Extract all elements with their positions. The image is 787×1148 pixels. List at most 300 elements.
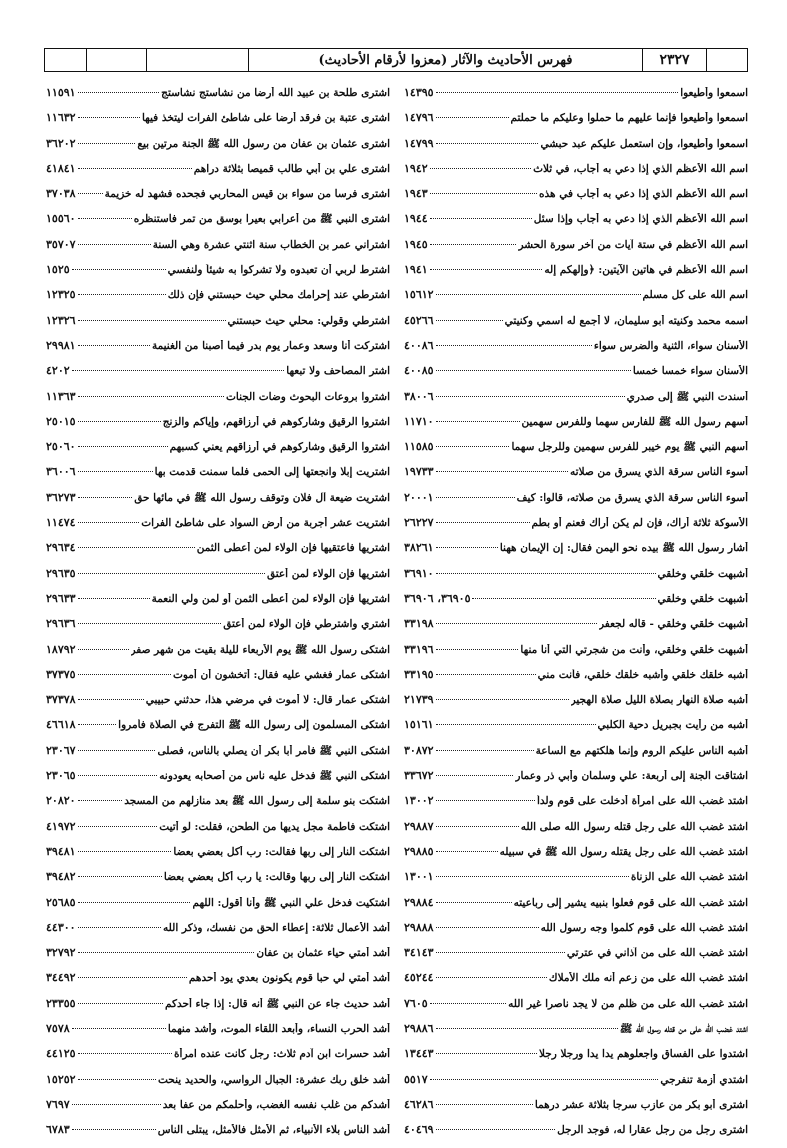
entry-text: اشتري واشترطي فإن الولاء لمن أعتق [223,618,390,631]
entry-number: ٢٦٢٢٧ [404,516,434,530]
entry-text: اشترى عتبة بن فرقد أرضا على شاطئ الفرات ليتخذ فيها [141,112,390,125]
dot-leader [436,1129,556,1130]
dot-leader [430,168,531,169]
index-entry [402,769,748,794]
entry-number: ٣٨٠٠٦ [404,389,434,403]
index-entry [44,162,390,187]
entry-text: اشتريت ضيعة آل فلان وتوقف رسول الله ﷺ في مائها حق [134,491,390,504]
index-entry [402,212,748,237]
index-entry [402,162,748,187]
index-entry [402,896,748,921]
dot-leader [78,826,158,827]
entry-text: اشتريها فإن الولاء لمن أعتق [266,567,390,580]
index-entry [402,693,748,718]
entry-number: ١١٥٨٥ [404,440,434,454]
index-entry [44,769,390,794]
index-entry [402,794,748,819]
entry-number: ٣٣١٩٥ [404,667,434,681]
dot-leader [430,244,517,245]
index-entry [44,617,390,642]
entry-text: اشتد غضب الله على من آذاني في عترتي [566,947,748,960]
index-entry [44,263,390,288]
entry-number: ٤٥٢٦٦ [404,313,434,327]
index-entry [402,845,748,870]
dot-leader [78,902,191,903]
index-entry [402,744,748,769]
page-header [44,48,748,72]
entry-text: اشتكى النبي ﷺ فأمر أبا بكر أن يصلي بالناس، فصلى [157,744,390,757]
index-entry [44,744,390,769]
index-entry [402,592,748,617]
dot-leader [72,370,285,371]
dot-leader [78,218,132,219]
index-entry [44,997,390,1022]
dot-leader [436,1028,618,1029]
dot-leader [436,977,547,978]
header-blank-cell [87,49,147,71]
index-entry [44,1098,390,1123]
entry-text: أسهم رسول الله ﷺ للفارس سهما وللفرس سهمين [521,415,748,428]
entry-text: أشبهت خلقي وخلقي - قاله لجعفر [599,618,748,631]
index-entry [402,288,748,313]
index-entry [44,212,390,237]
index-entry [402,567,748,592]
entry-number: ٤١٨٤١ [46,161,76,175]
entry-number: ٤٦٦١٨ [46,718,76,732]
entry-text: اشتراني عمر بن الخطاب سنة اثنتي عشرة وهي السنة [152,238,390,251]
dot-leader [436,750,534,751]
index-entry [402,668,748,693]
entry-text: أشبهت خلقي وخلقي [657,567,748,580]
entry-number: ٣٣٦٧٢ [404,769,434,783]
dot-leader [78,92,160,93]
dot-leader [78,522,140,523]
entry-number: ١٣٠٠٢ [404,794,434,808]
entry-text: اشتروا بروعات البحوث وضات الجنات [225,390,390,403]
index-entry [44,921,390,946]
entry-text: اشتكت النار إلى ربها فقالت: رب أكل بعضي بعضا [173,845,390,858]
dot-leader [78,750,156,751]
entry-text: اشتريها فاعتقيها فإن الولاء لمن أعطى الثمن [196,542,390,555]
entry-number: ٤٥٢٤٤ [404,971,434,985]
index-entry [44,896,390,921]
index-entry [44,693,390,718]
entry-number: ٣٦٩٠٥، ٣٦٩٠٦ [404,591,471,605]
dot-leader [436,547,498,548]
index-entry [402,946,748,971]
entry-text: أشد حديث جاء عن النبي ﷺ أنه قال: إذا جاء أحدكم [164,997,390,1010]
entry-number: ١٥٢٥٢ [46,1072,76,1086]
index-entry [402,1047,748,1072]
index-entry [44,870,390,895]
index-entry [44,668,390,693]
entry-text: اشتريت إبلا وانجعتها إلى الحمى فلما سمنت قدمت بها [154,466,390,479]
entry-number: ٣٦٠٠٦ [46,465,76,479]
dot-leader [78,1053,173,1054]
entry-text: أشد خلق ربك عشرة: الجبال الرواسي، والحديد ينحت [158,1073,390,1086]
dot-leader [78,977,187,978]
dot-leader [472,598,655,599]
dot-leader [436,396,625,397]
entry-text: اشتد غضب الله على من قتله رسول الله ﷺ [619,1022,748,1035]
index-entry [402,86,748,111]
entry-number: ٣٣١٩٨ [404,617,434,631]
entry-number: ٢٩٨٨٧ [404,819,434,833]
index-entry [402,541,748,566]
dot-leader [78,547,195,548]
index-entry [402,440,748,465]
dot-leader [436,421,520,422]
entry-number: ١١٦٣٢ [46,111,76,125]
dot-leader [436,1104,533,1105]
entry-number: ٢٩٦٣٤ [46,541,76,555]
dot-leader [78,1003,163,1004]
entry-text: اسم الله الأعظم الذي إذا دعي به أجاب في هذه [538,188,748,201]
dot-leader [436,143,539,144]
entry-number: ٢٩٩٨١ [46,338,76,352]
entry-number: ٣٦٢٠٢ [46,136,76,150]
dot-leader [436,446,510,447]
dot-leader [78,598,150,599]
entry-number: ٣٩٤٨٢ [46,870,76,884]
entry-number: ٢٥٦٨٥ [46,895,76,909]
entry-text: اشتكت فاطمة مجل يديها من الطحن، فقلت: لو أتيت [159,820,390,833]
dot-leader [78,775,158,776]
entry-number: ٦٧٨٣ [46,1123,70,1137]
dot-leader [436,1053,537,1054]
index-entry [44,415,390,440]
entry-number: ١٥٥٦٠ [46,212,76,226]
index-entry [44,643,390,668]
entry-text: اشتكى عمار قال: لا أموت في مرضي هذا، حدثني حبيبي [145,694,390,707]
entry-text: اشتكيت فدخل علي النبي ﷺ وأنا أقول: اللهم [192,896,390,909]
index-entry [44,238,390,263]
dot-leader [78,446,168,447]
header-title: فهرس الأحاديث والآثار (معزوا لأرقام الأحاديث) [249,49,643,71]
entry-text: اشتد غضب الله على من ظلم من لا يجد ناصرا غير الله [508,997,748,1010]
entry-text: اسمه محمد وكنيته أبو سليمان، لا أجمع له اسمي وكنيتي [504,314,748,327]
entry-number: ٣٤٤٩٢ [46,971,76,985]
entry-number: ٣٠٨٧٢ [404,743,434,757]
entry-number: ١٤٧٩٦ [404,111,434,125]
entry-text: اشترطي عند إحرامك محلي حيث حبستني فإن ذلك [167,289,390,302]
entry-number: ٢٩٨٨٥ [404,844,434,858]
entry-number: ٤٠٠٨٦ [404,338,434,352]
entry-number: ١٩٤٢ [404,161,428,175]
index-entry [44,794,390,819]
entry-number: ١٥١٦١ [404,718,434,732]
dot-leader [436,826,519,827]
entry-text: أشار رسول الله ﷺ بيده نحو اليمن فقال: إن الإيمان ههنا [499,542,748,555]
dot-leader [78,396,224,397]
entry-text: اسم الله الأعظم الذي إذا دعي به أجاب، في ثلاث [533,162,748,175]
dot-leader [436,345,592,346]
index-entry [402,1123,748,1148]
index-entry [44,314,390,339]
dot-leader [78,294,166,295]
index-entry [44,339,390,364]
dot-leader [78,573,265,574]
entry-text: أشد الحرب النساء، وأبعد اللقاء الموت، وأشد منهما [167,1022,390,1035]
entry-text: اسم الله الأعظم في هاتين الآيتين: ﴿وإلهكم إله [544,264,748,277]
entry-text: اشترى عثمان بن عفان من رسول الله ﷺ الجنة مرتين بيع [137,137,390,150]
dot-leader [78,421,161,422]
dot-leader [436,800,535,801]
entry-number: ١١٤٧٤ [46,516,76,530]
entry-text: اسمعوا وأطيعوا، وإن استعمل عليكم عبد حبشي [540,137,748,150]
entry-number: ٧٦٠٥ [404,996,428,1010]
entry-text: اشترى رجل من رجل عقارا له، فوجد الرجل [557,1124,748,1137]
entry-number: ١١٥٩١ [46,86,76,99]
entry-number: ٢٠٨٢٠ [46,794,76,808]
entry-number: ٤٤٣٠٠ [46,920,76,934]
entry-text: اشتد غضب الله على امرأة أدخلت على قوم ولداً [536,795,748,808]
entry-text: أشد الأعمال ثلاثة: إعطاء الحق من نفسك، وذكر الله [163,921,390,934]
dot-leader [430,193,537,194]
entry-number: ٢٣٣٥٥ [46,996,76,1010]
entry-number: ٢٠٠٠١ [404,490,434,504]
dot-leader [436,952,565,953]
dot-leader [436,117,509,118]
dot-leader [436,775,514,776]
index-entry [402,921,748,946]
entry-number: ٥٥١٧ [404,1072,428,1086]
dot-leader [78,168,192,169]
index-entry [402,364,748,389]
dot-leader [436,876,629,877]
dot-leader [78,193,103,194]
index-entry [44,364,390,389]
index-columns [44,86,748,1148]
entry-number: ١٢٣٢٥ [46,288,76,302]
index-entry [402,137,748,162]
dot-leader [430,1079,659,1080]
entry-text: اشترى فرسا من سواء بن قيس المحاربي فجحده فشهد له خزيمة [104,188,390,201]
entry-text: اشترطي وقولي: محلي حيث حبستني [227,314,390,327]
dot-leader [72,1129,156,1130]
index-entry [402,643,748,668]
dot-leader [78,345,150,346]
entry-number: ٢٩٦٣٣ [46,591,76,605]
dot-leader [436,623,597,624]
entry-text: اشتر المصاحف ولا تبعها [286,365,390,378]
index-entry [44,820,390,845]
entry-text: اسمعوا وأطيعوا فإنما عليهم ما حملوا وعليكم ما حملتم [510,112,748,125]
entry-number: ٢٣٠٦٥ [46,769,76,783]
index-entry [402,390,748,415]
entry-number: ١٩٤٥ [404,237,428,251]
entry-number: ٣٧٣٧٥ [46,667,76,681]
dot-leader [78,244,151,245]
dot-leader [430,269,543,270]
entry-text: اسم الله الأعظم في ستة آيات من آخر سورة الحشر [518,238,748,251]
dot-leader [436,699,569,700]
entry-text: أسوء الناس سرقة الذي يسرق من صلاته [570,466,748,479]
entry-number: ٤٢٠٢ [46,364,70,378]
entry-text: اشتدوا على الفساق واجعلوهم يدا يدا ورجلا رجلا [538,1048,748,1061]
entry-number: ١١٧١٠ [404,414,434,428]
entry-number: ٣٥٧٠٧ [46,237,76,251]
entry-text: اشتكت بنو سلمة إلى رسول الله ﷺ بعد منازلهم من المسجد [124,795,390,808]
index-entry [402,820,748,845]
index-entry [44,491,390,516]
entry-text: اشترى طلحة بن عبيد الله أرضا من نشاستج نشاستج [161,87,390,99]
page-number: ٢٣٢٧ [643,49,707,71]
entry-number: ٤١٩٧٢ [46,819,76,833]
index-entry [402,465,748,490]
entry-text: أشبهت خلقي وخلقي [657,592,748,605]
left-column [44,86,396,1148]
entry-text: اشتد غضب الله على الزناة [630,871,748,884]
index-entry [44,390,390,415]
dot-leader [78,724,117,725]
dot-leader [78,699,144,700]
entry-text: اشتد غضب الله على من زعم أنه ملك الأملاك [548,972,748,985]
entry-text: اشتد غضب الله على رجل قتله رسول الله صلى الله [520,820,748,833]
entry-text: اشتكى رسول الله ﷺ يوم الأربعاء لليلة بقيت من شهر صفر [130,643,390,656]
index-entry [402,1022,748,1047]
entry-number: ٣٧٠٣٨ [46,187,76,201]
entry-number: ٢٩٨٨٨ [404,920,434,934]
dot-leader [78,623,222,624]
entry-number: ٤٦٢٨٦ [404,1097,434,1111]
index-entry [402,263,748,288]
entry-number: ٢٣٠٦٧ [46,743,76,757]
entry-number: ٢٥٠١٥ [46,414,76,428]
entry-number: ١٥٢٥ [46,263,70,277]
entry-text: اسمعوا وأطيعوا [680,87,748,99]
entry-text: أشد أمتي حياء عثمان بن عفان [256,947,390,960]
index-entry [44,1022,390,1047]
header-blank-cell [45,49,87,71]
dot-leader [78,649,129,650]
entry-text: اشترى النبي ﷺ من أعرابي بعيرا بوسق من تمر فاستنظره [133,213,390,226]
dot-leader [436,471,568,472]
entry-text: اشتد غضب الله على قوم فعلوا بنبيه يشير إلى رباعيته [513,896,748,909]
dot-leader [436,724,596,725]
dot-leader [436,927,539,928]
entry-number: ٣٨٢٦١ [404,541,434,555]
entry-text: أسهم النبي ﷺ يوم خيبر للفرس سهمين وللرجل سهما [511,441,748,454]
index-entry [44,111,390,136]
entry-number: ١١٣٦٣ [46,389,76,403]
index-entry [44,137,390,162]
index-entry [44,1047,390,1072]
index-entry [44,845,390,870]
entry-number: ٢٩٦٣٦ [46,617,76,631]
index-entry [44,86,390,111]
index-entry [402,339,748,364]
entry-number: ٢٩٨٨٦ [404,1021,434,1035]
dot-leader [430,1003,506,1004]
entry-text: أشدكم من غلب نفسه الغضب، وأحلمكم من عفا بعد [162,1098,390,1111]
dot-leader [78,876,162,877]
entry-text: اشتروا الرقيق وشاركوهم في أرزاقهم يعني كسبهم [169,441,390,454]
entry-number: ٣٤١٤٣ [404,946,434,960]
dot-leader [78,851,172,852]
index-entry [44,1123,390,1148]
entry-number: ٣٦٢٧٣ [46,490,76,504]
dot-leader [78,952,255,953]
entry-text: الأسنان سواء خمسا خمسا [632,365,748,378]
dot-leader [436,522,530,523]
entry-number: ٤٤١٢٥ [46,1047,76,1061]
dot-leader [430,218,532,219]
header-blank-cell [147,49,249,71]
index-entry [44,541,390,566]
dot-leader [72,269,166,270]
dot-leader [78,117,140,118]
entry-number: ٢٩٦٣٥ [46,566,76,580]
entry-number: ٧٥٧٨ [46,1021,70,1035]
entry-text: أشد حسرات ابن آدم ثلاث: رجل كانت عنده امرأة [174,1048,390,1061]
entry-number: ٣٧٣٧٨ [46,693,76,707]
entry-text: أسندت النبي ﷺ إلى صدري [626,390,748,403]
entry-number: ١٤٣٩٥ [404,86,434,99]
entry-number: ٧٦٩٧ [46,1097,70,1111]
entry-text: اشتد غضب الله على قوم كلموا وجه رسول الله [540,921,748,934]
entry-number: ١٤٧٩٩ [404,136,434,150]
index-entry [44,288,390,313]
entry-text: اشتدي أزمة تنفرجي [660,1073,748,1086]
index-entry [402,111,748,136]
dot-leader [78,927,161,928]
entry-text: اسم الله على كل مسلم [642,289,748,302]
entry-number: ١٩٤١ [404,263,428,277]
entry-number: ١٣٤٤٣ [404,1047,434,1061]
index-entry [402,617,748,642]
entry-text: أشبه صلاة النهار بصلاة الليل صلاة الهجير [570,694,748,707]
index-entry [44,592,390,617]
right-column [396,86,748,1148]
index-entry [402,971,748,996]
entry-text: أشبه خلقك خلقي وأشبه خلقك خلقي، فأنت مني [537,668,748,681]
entry-text: اشتكى عمار فغشي عليه فقال: أتخشون أن أموت [172,668,390,681]
header-blank-cell [707,49,747,71]
dot-leader [78,1079,156,1080]
entry-text: اشتكت النار إلى ربها وقالت: يا رب أكل بعضي بعضا [163,871,390,884]
index-entry [44,1073,390,1098]
entry-number: ٤٠٤٦٩ [404,1123,434,1137]
dot-leader [78,320,226,321]
entry-number: ١٩٤٣ [404,187,428,201]
dot-leader [72,1028,166,1029]
entry-number: ١٥٦١٢ [404,288,434,302]
entry-number: ٤٠٠٨٥ [404,364,434,378]
entry-number: ٣٩٤٨١ [46,844,76,858]
entry-number: ٣٦٩١٠ [404,566,434,580]
entry-text: اشتريها فإن الولاء لمن أعطى الثمن أو لمن ولي النعمة [151,592,390,605]
entry-text: اشتكى المسلمون إلى رسول الله ﷺ التفرج في الصلاة فأمروا [118,719,390,732]
index-entry [402,870,748,895]
entry-number: ٣٢٧٩٢ [46,946,76,960]
index-page [44,48,748,1137]
dot-leader [78,800,123,801]
index-entry [44,465,390,490]
index-entry [402,314,748,339]
entry-text: اشتكى النبي ﷺ فدخل عليه ناس من أصحابه يعودونه [159,770,390,783]
entry-text: أشد الناس بلاء الأنبياء، ثم الأمثل فالأمثل، يبتلى الناس [157,1124,390,1137]
index-entry [402,238,748,263]
entry-number: ١٢٣٢٦ [46,313,76,327]
entry-text: اسم الله الأعظم الذي إذا دعي به أجاب وإذا سئل [533,213,748,226]
dot-leader [436,320,503,321]
index-entry [44,971,390,996]
entry-text: الأسوكة ثلاثة أراك، فإن لم يكن أراك فعنم أو بطم [531,517,748,530]
index-entry [44,440,390,465]
entry-number: ١٣٠٠١ [404,870,434,884]
entry-text: اشتركت أنا وسعد وعمار يوم بدر فيما أصبنا من الغنيمة [151,339,390,352]
